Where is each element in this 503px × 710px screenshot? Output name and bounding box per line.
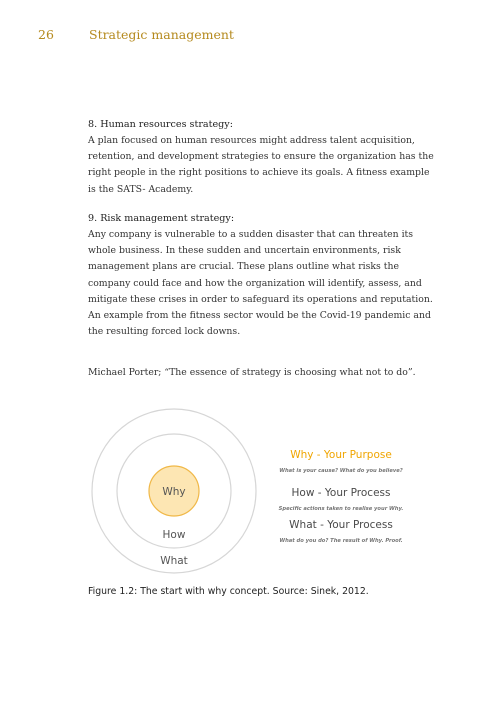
running-title: Strategic management: [89, 27, 234, 42]
label-what: What: [160, 555, 188, 567]
section-title: 9. Risk management strategy:: [88, 213, 235, 224]
section-text: A plan focused on human resources might address talent acquisition, retention, and development strategies to ensure the organization has the right people in the right positions to achieve its goals. A fitness example is the SATS- Academy.: [88, 135, 434, 195]
legend-what-heading: What - Your Process: [289, 519, 393, 531]
golden-circle-diagram: [88, 404, 418, 576]
label-how: How: [162, 529, 186, 541]
legend-what-sub: What do you do? The result of Why. Proof.: [279, 538, 403, 544]
legend-why-sub: What is your cause? What do you believe?: [279, 468, 403, 474]
legend-how-sub: Specific actions taken to realise your Why.: [278, 506, 404, 512]
section-hr-strategy: [88, 117, 440, 198]
section-title: 8. Human resources strategy:: [88, 119, 233, 130]
legend-why-heading: Why - Your Purpose: [290, 449, 392, 461]
section-text: Any company is vulnerable to a sudden disaster that can threaten its whole business. In these sudden and uncertain environments, risk management plans are crucial. These plans outline what risks the company could face and how the organization will identify, assess, and mitigate these crises in order to safeguard its operations and reputation. An example from the fitness sector would be the Covid-19 pandemic and the resulting forced lock downs.: [88, 229, 433, 338]
porter-quote: Michael Porter; “The essence of strategy is choosing what not to do”.: [88, 367, 416, 378]
page-header: [38, 27, 483, 45]
figure-caption: Figure 1.2: The start with why concept. Source: Sinek, 2012.: [88, 586, 369, 597]
legend-how-heading: How - Your Process: [291, 487, 391, 499]
section-risk-strategy: [88, 211, 440, 340]
label-why: Why: [162, 486, 186, 498]
page-number: 26: [38, 27, 54, 42]
start-with-why-figure: [88, 404, 418, 576]
